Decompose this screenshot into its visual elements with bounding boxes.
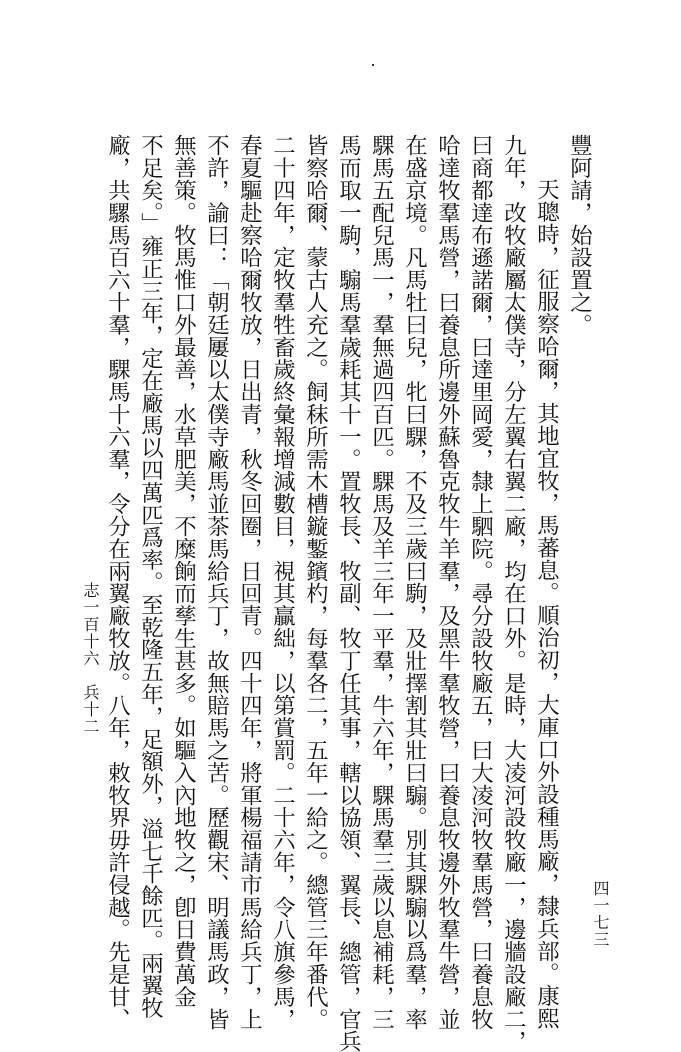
text-column-14: 天聰時，征服察哈爾，其地宜牧，馬蕃息。順治初，大庫口外設種馬廠，隸兵部。康熙	[533, 178, 560, 1030]
text-column-5: 春夏驅赴察哈爾牧放，日出青，秋冬回圈，日回青。四十四年，將軍楊福請市馬給兵丁，上	[236, 134, 263, 1030]
text-column-8: 馬而取一駒，騸馬羣歲耗其十一。置牧長、牧副、牧丁任其事，轄以協領、翼長、總管，官兵	[335, 134, 362, 1052]
text-column-4: 不許，諭曰：「朝廷屢以太僕寺廠馬並茶馬給兵丁，故無賠馬之苦。歷觀宋、明議馬政，皆	[203, 134, 230, 1030]
text-column-2: 不足矣。」雍正三年，定在廠馬以四萬匹爲率。至乾隆五年，足額外，溢七千餘匹。兩翼牧	[137, 134, 164, 1019]
text-column-13: 九年，改牧廠屬太僕寺，分左翼右翼二廠，均在口外。是時，大凌河設牧廠一，邊牆設廠二，	[500, 134, 527, 1052]
text-column-12: 曰商都達布遜諾爾，曰達里岡愛，隸上駟院。尋分設牧廠五，曰大凌河牧羣馬營，曰養息牧	[467, 134, 494, 1030]
page-number: 四一七三	[591, 880, 610, 948]
speck-mark	[372, 64, 374, 66]
text-column-15: 豐阿請，始設置之。	[566, 134, 593, 336]
text-column-3: 無善策。牧馬惟口外最善，水草肥美，不糜餉而孳生甚多。如驅入內地牧之，卽日費萬金	[170, 134, 197, 1008]
text-column-7: 皆察哈爾、蒙古人充之。飼秣所需木槽鏇鏨鑌杓，每羣各二，五年一給之。總管三年番代。	[302, 134, 329, 1030]
text-column-1: 廠，共騾馬百六十羣，騍馬十六羣，令分在兩翼廠牧放。八年，敕牧界毋許侵越。先是甘、	[104, 134, 131, 1030]
text-column-11: 哈達牧羣馬營，曰養息所邊外蘇魯克牧牛羊羣，及黑牛羣牧營，曰養息牧邊外牧羣牛營，並	[434, 134, 461, 1030]
text-column-10: 在盛京境。凡馬牡曰兒，牝曰騍，不及三歲曰駒，及壯擇割其壯曰騸。別其騍騸以爲羣，率	[401, 134, 428, 1030]
text-column-6: 二十四年，定牧羣牲畜歲終彙報增減數目，視其贏絀，以第賞罰。二十六年，令八旗參馬，	[269, 134, 296, 1030]
text-column-9: 騍馬五配兒馬一，羣無過四百匹。騍馬及羊三年一平羣，牛六年，騍馬羣三歲以息補耗，三	[368, 134, 395, 1030]
running-footer: 志一百十六 兵十二	[81, 582, 100, 735]
